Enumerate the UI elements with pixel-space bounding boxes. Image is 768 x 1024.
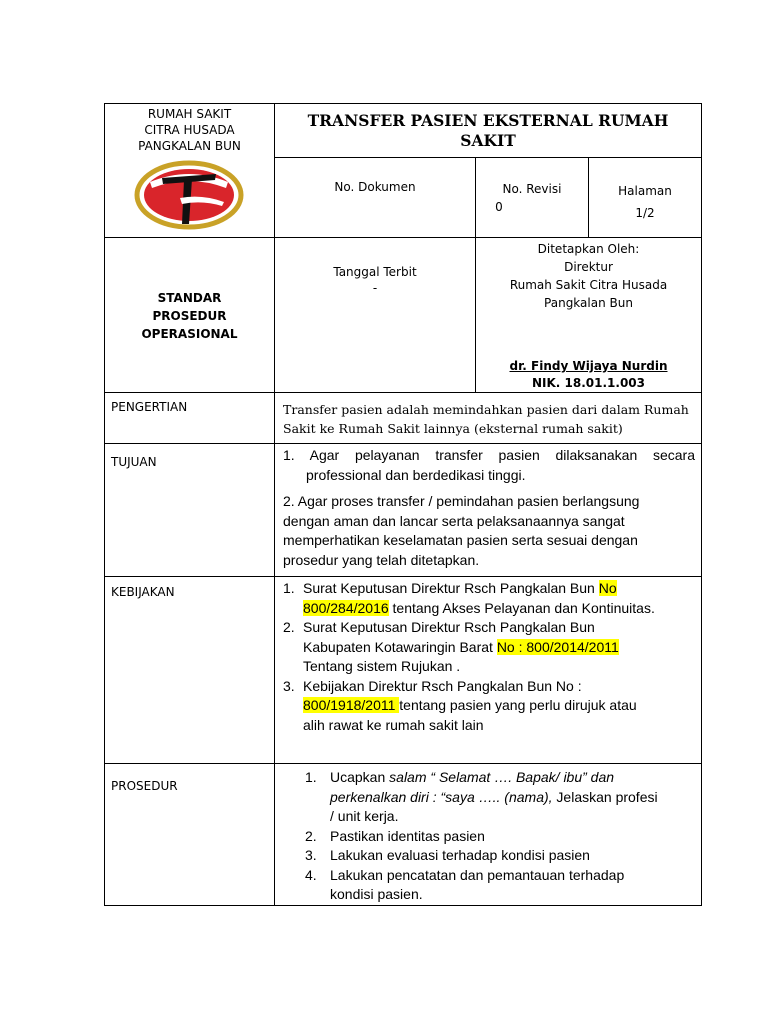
- pengertian-text: Transfer pasien adalah memindahkan pasien dari dalam Rumah Sakit ke Rumah Sakit lainnya (eksternal rumah sakit): [283, 402, 689, 436]
- kebijakan-list: [283, 579, 695, 735]
- no-revisi-value: 0: [495, 200, 503, 214]
- signer-name: dr. Findy Wijaya Nurdin: [509, 359, 668, 373]
- tujuan-text: [283, 446, 695, 570]
- prosedur-item-4: 4. Lakukan pencatatan dan pemantauan terhadap kondisi pasien.: [305, 866, 625, 902]
- kebijakan-item-1: 1. Surat Keputusan Direktur Rsch Pangkalan Bun No 800/284/2016 tentang Akses Pelayanan dan Kontinuitas.: [283, 580, 655, 616]
- kebijakan-item-3: 3. Kebijakan Direktur Rsch Pangkalan Bun No : 800/1918/2011 tentang pasien yang perlu dirujuk atau alih rawat ke rumah sakit lain: [283, 677, 637, 733]
- no-revisi: [475, 180, 589, 216]
- kebijakan-item-2: 2. Surat Keputusan Direktur Rsch Pangkalan Bun Kabupaten Kotawaringin Barat No : 800/2014/2011 Tentang sistem Rujukan .: [283, 619, 619, 674]
- tujuan-item-1-cont: professional dan berdedikasi tinggi.: [306, 466, 526, 483]
- tanggal-terbit: [274, 264, 476, 296]
- document-title: TRANSFER PASIEN EKSTERNAL RUMAH SAKIT: [307, 111, 669, 150]
- halaman: [588, 180, 702, 224]
- prosedur-list: [305, 768, 693, 905]
- kebijakan-label: KEBIJAKAN: [111, 585, 175, 599]
- kebijakan-label-cell: [104, 576, 275, 764]
- tanggal-terbit-cell: [274, 237, 476, 393]
- no-revisi-label: No. Revisi: [502, 182, 562, 196]
- prosedur-label: PROSEDUR: [111, 779, 178, 793]
- tanggal-terbit-label: Tanggal Terbit: [333, 265, 417, 279]
- tujuan-item-2: 2. Agar proses transfer / pemindahan pasien berlangsung dengan aman dan lancar serta pelaksanaannya sangat memperhatikan keselamatan pasien serta sesuai dengan prosedur yang telah ditetapkan.: [283, 493, 640, 568]
- tanggal-terbit-value: -: [372, 281, 378, 295]
- signer-nik: NIK. 18.01.1.003: [531, 376, 645, 390]
- halaman-value: 1/2: [635, 206, 655, 220]
- tujuan-item-1: 1. Agar pelayanan transfer pasien dilaksanakan secara: [283, 447, 695, 463]
- no-dokumen-label: No. Dokumen: [334, 180, 416, 194]
- hospital-logo: [132, 158, 246, 232]
- signer: [475, 358, 702, 392]
- prosedur-item-3: 3. Lakukan evaluasi terhadap kondisi pasien: [305, 847, 590, 863]
- hospital-name: RUMAH SAKIT CITRA HUSADA PANGKALAN BUN: [138, 107, 241, 153]
- ditetapkan-oleh: Ditetapkan Oleh: Direktur Rumah Sakit Citra Husada Pangkalan Bun: [509, 242, 668, 310]
- halaman-label: Halaman: [618, 184, 672, 198]
- prosedur-item-1: 1. Ucapkan salam “ Selamat …. Bapak/ ibu” dan perkenalkan diri : “saya ….. (nama), Jelaskan profesi / unit kerja.: [305, 769, 658, 824]
- pengertian-label: PENGERTIAN: [111, 400, 188, 414]
- tujuan-label: TUJUAN: [111, 455, 157, 469]
- sop-heading: STANDAR PROSEDUR OPERASIONAL: [141, 291, 238, 341]
- prosedur-item-2: 2. Pastikan identitas pasien: [305, 827, 485, 844]
